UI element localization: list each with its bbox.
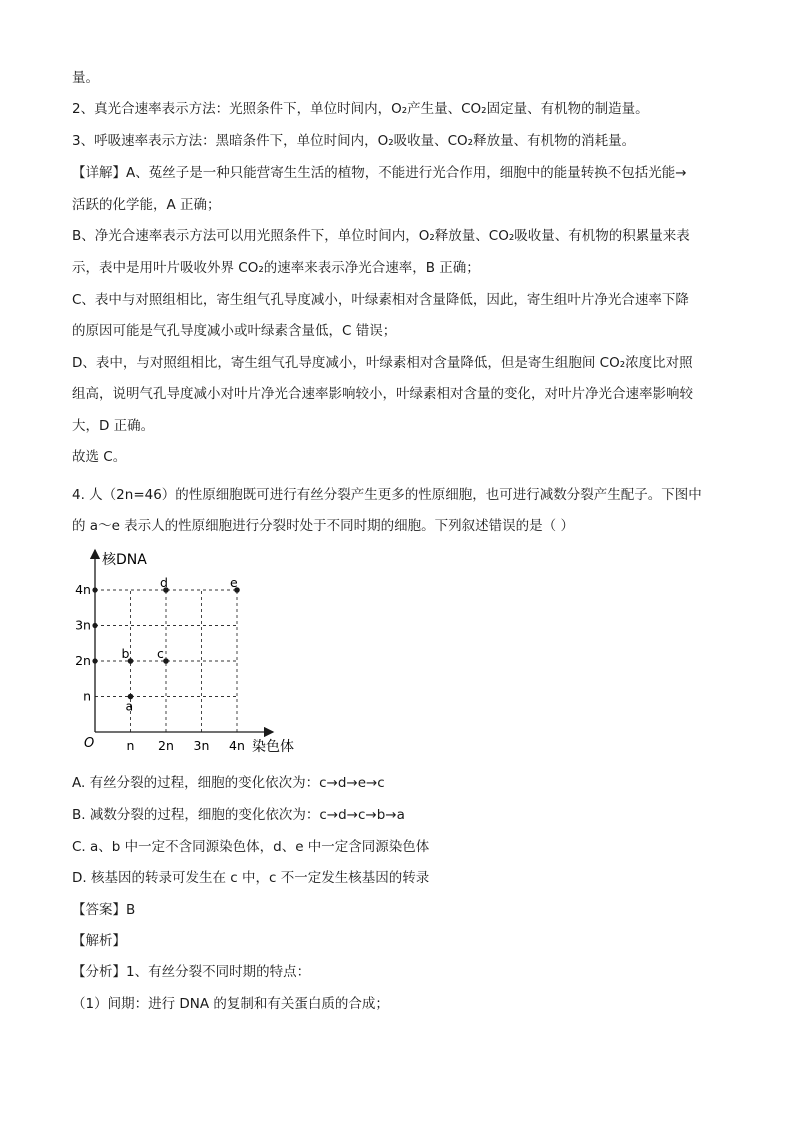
analysis-line-1: 【分析】1、有丝分裂不同时期的特点： bbox=[72, 964, 311, 980]
y-tick-label: 4n bbox=[75, 582, 91, 597]
option-a: A. 有丝分裂的过程，细胞的变化依次为：c→d→e→c bbox=[72, 775, 385, 791]
text-line-10: D、表中，与对照组相比，寄生组气孔导度减小，叶绿素相对含量降低，但是寄生组胞间 CO₂浓度比对照 bbox=[72, 355, 693, 371]
y-axis-dot bbox=[92, 587, 97, 592]
analysis-heading: 【解析】 bbox=[72, 933, 126, 949]
dna-chromosome-chart bbox=[75, 546, 318, 756]
text-line-9: 的原因可能是气孔导度减小或叶绿素含量低，C 错误； bbox=[72, 323, 397, 339]
y-axis-label: 核DNA bbox=[102, 552, 147, 568]
point-c bbox=[163, 658, 169, 664]
text-line-12: 大，D 正确。 bbox=[72, 418, 155, 434]
text-line-4: 【详解】A、菟丝子是一种只能营寄生生活的植物，不能进行光合作用，细胞中的能量转换不包括光能→ bbox=[72, 165, 687, 181]
x-axis-label: 染色体 bbox=[252, 739, 294, 755]
y-tick-label: 3n bbox=[75, 617, 91, 633]
question-4-line-1: 4. 人（2n=46）的性原细胞既可进行有丝分裂产生更多的性原细胞，也可进行减数分裂产生配子。下图中 bbox=[72, 487, 702, 503]
y-axis-dot bbox=[92, 623, 97, 628]
y-axis-dot bbox=[92, 658, 97, 663]
point-label-e: e bbox=[230, 575, 238, 590]
text-line-6: B、净光合速率表示方法可以用光照条件下，单位时间内，O₂释放量、CO₂吸收量、有机物的积累量来表 bbox=[72, 228, 690, 244]
answer: 【答案】B bbox=[72, 902, 136, 918]
point-label-c: c bbox=[157, 646, 164, 661]
text-line-11: 组高，说明气孔导度减小对叶片净光合速率影响较小，叶绿素相对含量的变化，对叶片净光合速率影响较 bbox=[72, 386, 693, 402]
text-line-7: 示，表中是用叶片吸收外界 CO₂的速率来表示净光合速率，B 正确； bbox=[72, 260, 480, 276]
y-tick-label: 2n bbox=[75, 653, 91, 668]
text-line-5: 活跃的化学能，A 正确； bbox=[72, 197, 221, 213]
question-4-line-2: 的 a～e 表示人的性原细胞进行分裂时处于不同时期的细胞。下列叙述错误的是（ ） bbox=[72, 518, 574, 534]
text-line-3: 3、呼吸速率表示方法：黑暗条件下，单位时间内，O₂吸收量、CO₂释放量、有机物的消耗量。 bbox=[72, 133, 636, 149]
point-label-b: b bbox=[121, 646, 130, 661]
text-line-8: C、表中与对照组相比，寄生组气孔导度减小，叶绿素相对含量降低，因此，寄生组叶片净光合速率下降 bbox=[72, 292, 689, 308]
x-tick-label: 3n bbox=[193, 738, 210, 753]
option-d: D. 核基因的转录可发生在 c 中，c 不一定发生核基因的转录 bbox=[72, 870, 430, 886]
text-line-13: 故选 C。 bbox=[72, 449, 127, 465]
point-label-d: d bbox=[160, 575, 168, 590]
point-label-a: a bbox=[125, 698, 134, 714]
text-line-1: 量。 bbox=[72, 70, 99, 86]
text-line-2: 2、真光合速率表示方法：光照条件下，单位时间内，O₂产生量、CO₂固定量、有机物的制造量。 bbox=[72, 101, 649, 117]
y-tick-label: n bbox=[83, 688, 91, 704]
x-tick-label: 4n bbox=[229, 738, 245, 753]
option-c: C. a、b 中一定不含同源染色体，d、e 中一定含同源染色体 bbox=[72, 839, 430, 855]
origin-label: O bbox=[84, 736, 95, 751]
x-tick-label: 2n bbox=[158, 738, 174, 753]
x-tick-label: n bbox=[126, 738, 135, 753]
analysis-line-2: （1）间期：进行 DNA 的复制和有关蛋白质的合成； bbox=[72, 996, 389, 1012]
option-b: B. 减数分裂的过程，细胞的变化依次为：c→d→c→b→a bbox=[72, 807, 405, 823]
